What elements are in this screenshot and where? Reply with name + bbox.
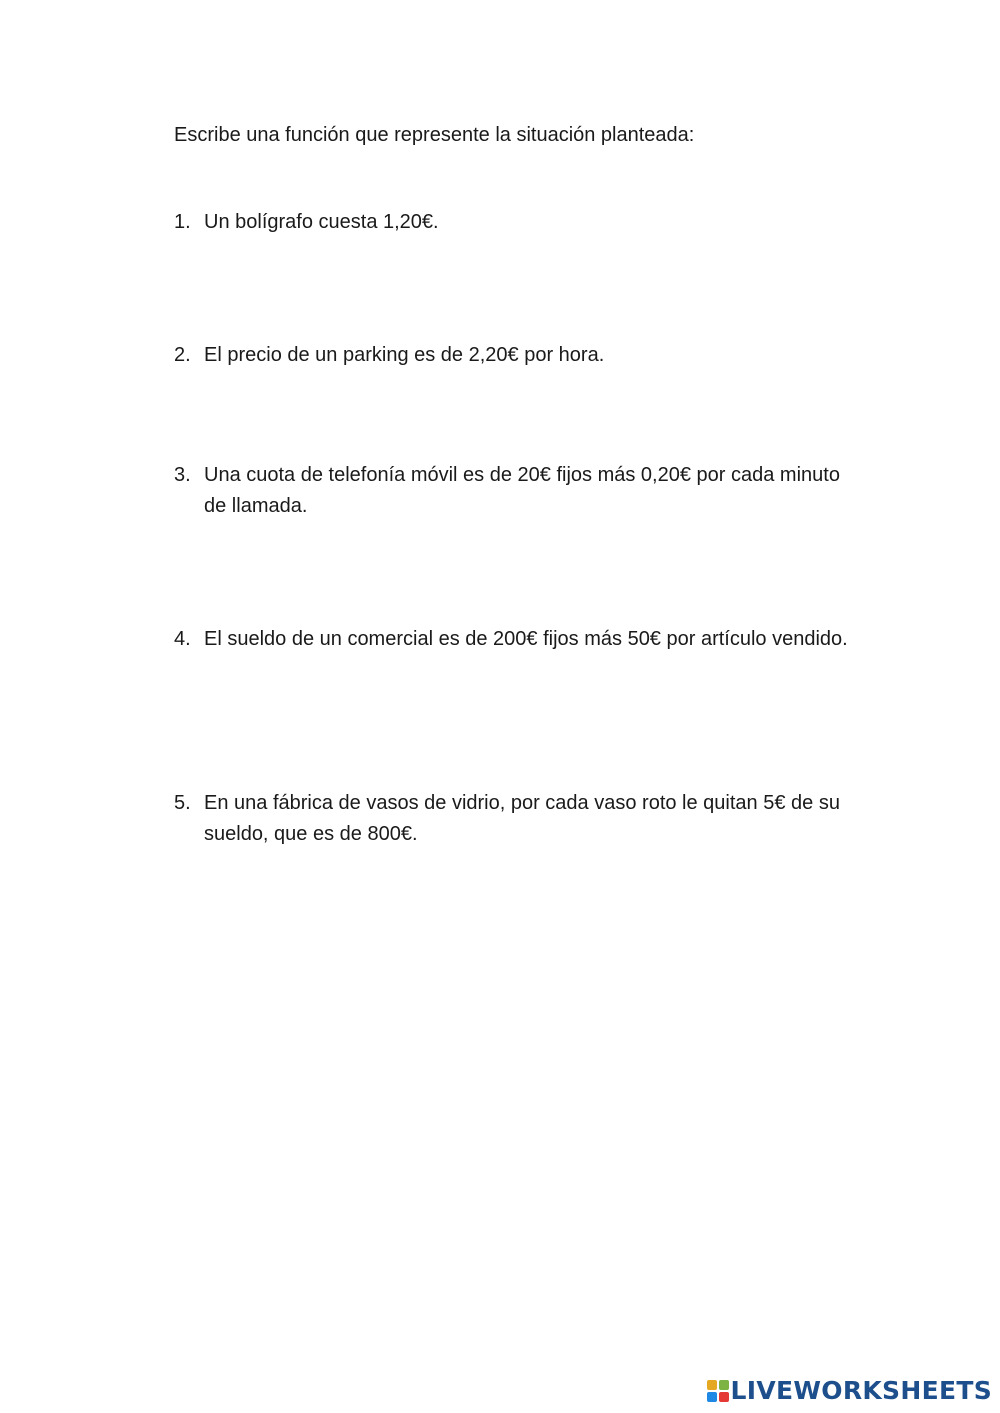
question-item [174, 340, 864, 371]
question-item [174, 207, 864, 238]
question-text: Una cuota de telefonía móvil es de 20€ fijos más 0,20€ por cada minuto de llamada. [204, 464, 840, 517]
question-text: El sueldo de un comercial es de 200€ fijos más 50€ por artículo vendido. [204, 628, 848, 650]
question-text: Un bolígrafo cuesta 1,20€. [204, 211, 439, 233]
question-text: El precio de un parking es de 2,20€ por hora. [204, 344, 605, 366]
question-number: 4. [174, 628, 191, 650]
logo-square [707, 1392, 717, 1402]
question-item [174, 788, 864, 850]
instruction-text: Escribe una función que represente la situación planteada: [174, 124, 695, 146]
logo-square [707, 1380, 717, 1390]
question-number: 2. [174, 344, 191, 366]
liveworksheets-brand [707, 1377, 992, 1405]
logo-square [719, 1380, 729, 1390]
question-text: En una fábrica de vasos de vidrio, por cada vaso roto le quitan 5€ de su sueldo, que es de 800€. [204, 792, 840, 845]
question-item [174, 460, 864, 522]
question-item [174, 624, 864, 655]
question-number: 5. [174, 792, 191, 814]
logo-square [719, 1392, 729, 1402]
brand-name: LIVEWORKSHEETS [730, 1376, 992, 1405]
question-number: 3. [174, 464, 191, 486]
liveworksheets-logo-icon [707, 1380, 729, 1402]
question-number: 1. [174, 211, 191, 233]
